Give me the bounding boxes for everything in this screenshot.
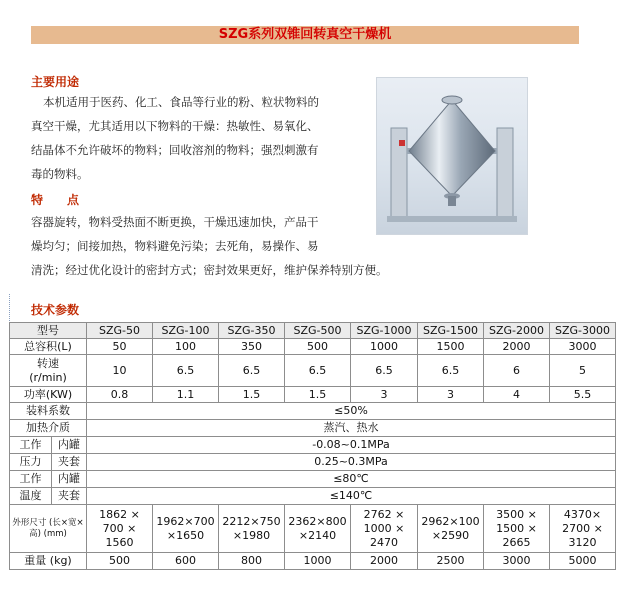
model-cell: SZG-500	[285, 323, 351, 339]
table-cell: 1000	[285, 553, 351, 570]
features-text	[31, 210, 451, 282]
dim-line: ×1980	[232, 528, 271, 542]
spec-table	[9, 322, 616, 570]
dim-line: ×2590	[431, 528, 470, 542]
table-cell	[219, 505, 285, 553]
row-sub-label: 内罐	[52, 437, 87, 454]
table-cell: 600	[153, 553, 219, 570]
main-use-heading: 主要用途	[31, 75, 80, 89]
row-label-top: 转速	[37, 356, 59, 370]
model-cell: SZG-1000	[351, 323, 418, 339]
table-cell: 蒸汽、热水	[87, 420, 616, 437]
table-cell: 500	[87, 553, 153, 570]
table-cell: ≤80℃	[87, 471, 616, 488]
model-cell: SZG-1500	[418, 323, 484, 339]
text-line: 真空干燥，尤其适用以下物料的干燥：热敏性、易氧化、	[31, 119, 319, 133]
row-group-label: 工作	[10, 471, 52, 488]
table-cell: 0.8	[87, 387, 153, 403]
dim-line: 2665	[502, 535, 531, 549]
table-cell: 1000	[351, 339, 418, 355]
model-cell: SZG-2000	[484, 323, 550, 339]
table-cell	[285, 505, 351, 553]
table-cell: 1.5	[219, 387, 285, 403]
dim-line: 1500 ×	[496, 521, 537, 535]
table-row	[10, 355, 616, 387]
table-cell: 500	[285, 339, 351, 355]
dim-line: 3120	[568, 535, 597, 549]
table-cell: 50	[87, 339, 153, 355]
specs-heading: 技术参数	[31, 303, 80, 317]
table-cell: ≤50%	[87, 403, 616, 420]
table-cell: 6.5	[153, 355, 219, 387]
page-title: SZG系列双锥回转真空干燥机	[31, 26, 579, 44]
features-heading: 特 点	[31, 193, 80, 207]
header-label: 型号	[10, 323, 87, 339]
row-sub-label: 夹套	[52, 454, 87, 471]
row-label: 功率(KW)	[10, 387, 87, 403]
model-cell: SZG-350	[219, 323, 285, 339]
row-label-bottom: (r/min)	[29, 370, 67, 384]
table-cell: 5000	[550, 553, 616, 570]
text-line: 容器旋转，物料受热面不断更换，干燥迅速加快，产品干	[31, 215, 319, 229]
table-cell: 800	[219, 553, 285, 570]
table-cell	[550, 505, 616, 553]
model-cell: SZG-100	[153, 323, 219, 339]
row-group-label: 工作	[10, 437, 52, 454]
table-row	[10, 505, 616, 553]
table-cell: 0.25~0.3MPa	[87, 454, 616, 471]
row-label: 外形尺寸 (长×宽×高) (mm)	[10, 505, 87, 553]
table-cell	[484, 505, 550, 553]
table-row	[10, 454, 616, 471]
table-cell: 3	[351, 387, 418, 403]
dim-line: 1862 ×	[99, 507, 140, 521]
dim-line: 4370×	[563, 507, 602, 521]
row-sub-label: 夹套	[52, 488, 87, 505]
table-row	[10, 339, 616, 355]
table-row	[10, 488, 616, 505]
table-cell: 2000	[484, 339, 550, 355]
row-group-label: 温度	[10, 488, 52, 505]
table-cell	[153, 505, 219, 553]
table-row	[10, 387, 616, 403]
table-cell	[351, 505, 418, 553]
model-cell: SZG-50	[87, 323, 153, 339]
dim-line: 1962×700	[156, 514, 215, 528]
table-row	[10, 437, 616, 454]
table-cell: 5.5	[550, 387, 616, 403]
table-row	[10, 403, 616, 420]
table-cell: 3	[418, 387, 484, 403]
text-line: 毒的物料。	[31, 167, 89, 181]
model-cell: SZG-3000	[550, 323, 616, 339]
row-label: 加热介质	[10, 420, 87, 437]
dim-line: ×1650	[166, 528, 205, 542]
row-sub-label: 内罐	[52, 471, 87, 488]
dim-line: 2700 ×	[562, 521, 603, 535]
table-cell: 10	[87, 355, 153, 387]
row-label	[10, 355, 87, 387]
table-row	[10, 420, 616, 437]
dim-line: ×2140	[298, 528, 337, 542]
table-cell: 6.5	[418, 355, 484, 387]
table-cell	[87, 505, 153, 553]
table-cell: -0.08~0.1MPa	[87, 437, 616, 454]
table-row	[10, 323, 616, 339]
dim-line: 2962×100	[421, 514, 480, 528]
table-cell	[418, 505, 484, 553]
dim-line: 2362×800	[288, 514, 347, 528]
table-cell: ≤140℃	[87, 488, 616, 505]
table-cell: 2000	[351, 553, 418, 570]
table-cell: 6	[484, 355, 550, 387]
table-cell: 4	[484, 387, 550, 403]
table-cell: 3000	[550, 339, 616, 355]
dim-line: 2470	[370, 535, 398, 549]
text-line: 清洗；经过优化设计的密封方式；密封效果更好，维护保养特别方便。	[31, 263, 388, 277]
table-cell: 100	[153, 339, 219, 355]
table-row	[10, 553, 616, 570]
main-use-text	[31, 90, 371, 186]
table-cell: 6.5	[351, 355, 418, 387]
dim-line: 2212×750	[222, 514, 281, 528]
table-cell: 6.5	[285, 355, 351, 387]
dim-line: 1000 ×	[363, 521, 405, 535]
table-cell: 5	[550, 355, 616, 387]
dim-line: 2762 ×	[363, 507, 405, 521]
dim-line: 1560	[105, 535, 134, 549]
row-label: 总容积(L)	[10, 339, 87, 355]
dim-line: 700 ×	[102, 521, 137, 535]
table-cell: 2500	[418, 553, 484, 570]
text-line: 燥均匀；间接加热，物料避免污染；去死角，易操作、易	[31, 239, 319, 253]
table-cell: 1.1	[153, 387, 219, 403]
row-label: 重量 (kg)	[10, 553, 87, 570]
table-row	[10, 471, 616, 488]
table-cell: 350	[219, 339, 285, 355]
dim-line: 3500 ×	[496, 507, 537, 521]
table-cell: 6.5	[219, 355, 285, 387]
row-label: 装料系数	[10, 403, 87, 420]
text-line: 本机适用于医药、化工、食品等行业的粉、粒状物料的	[43, 95, 319, 109]
table-cell: 3000	[484, 553, 550, 570]
text-line: 结晶体不允许破坏的物料；回收溶剂的物料；强烈刺激有	[31, 143, 319, 157]
table-cell: 1500	[418, 339, 484, 355]
row-group-label: 压力	[10, 454, 52, 471]
table-cell: 1.5	[285, 387, 351, 403]
